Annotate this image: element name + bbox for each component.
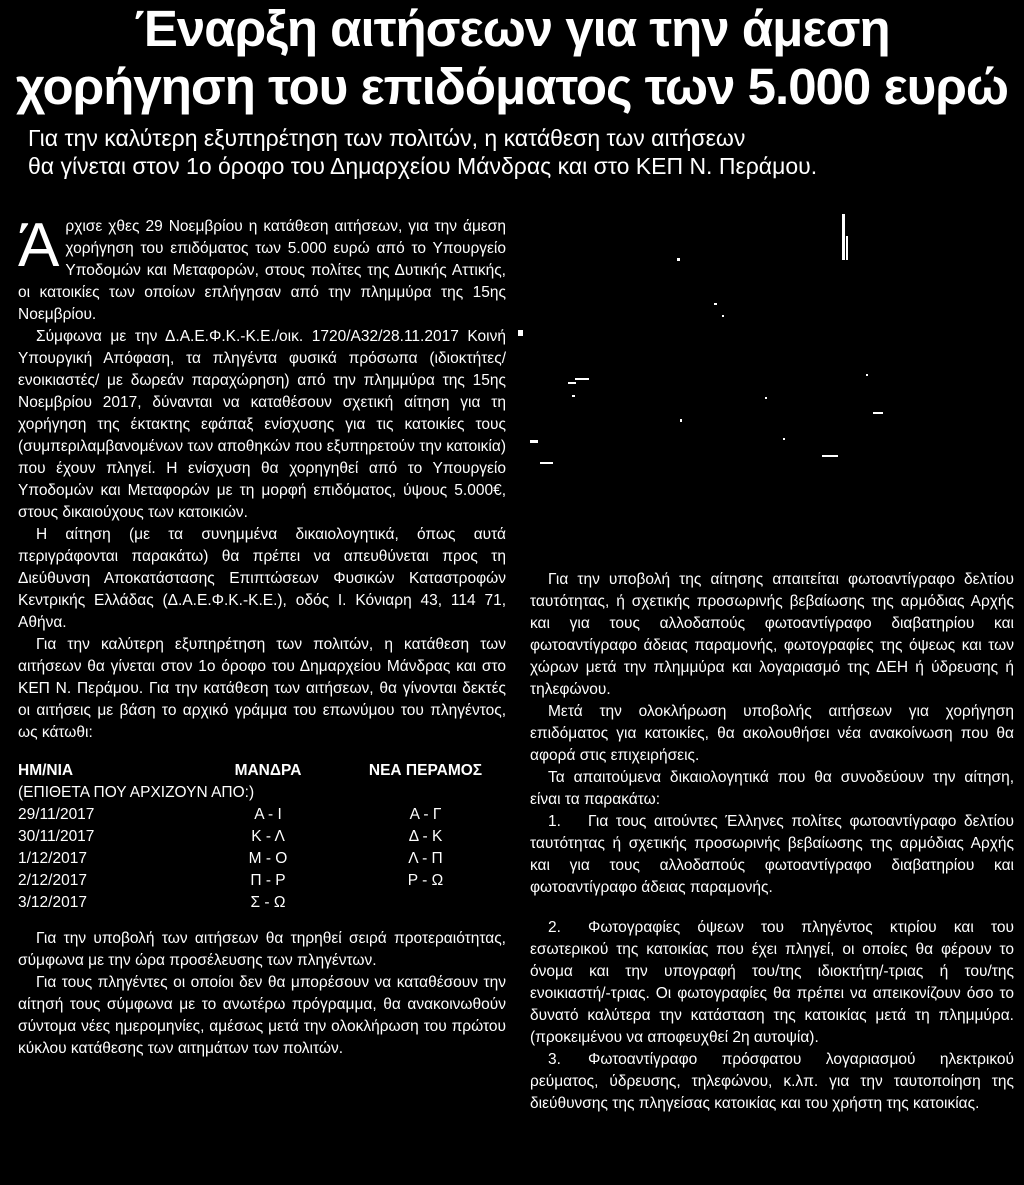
scan-speck [518,330,523,336]
new-dates-paragraph: Για τους πληγέντες οι οποίοι δεν θα μπορέσουν να καταθέσουν την αίτησή τους σύμφωνα με το ανωτέρω πρόγραμμα, θα ανακοινωθούν σύντομα νέες ημερομηνίες, αμέσως μετά την ολοκλήρωση του πρώτου κύκλου κατάθεσης των αιτημάτων των πολιτών. [18,974,506,1057]
list-item [530,1049,1014,1115]
table-row [18,804,506,826]
headline [0,0,1024,116]
subheadline-line-1: Για την καλύτερη εξυπηρέτηση των πολιτών, η κατάθεση των αιτήσεων [28,125,746,151]
scan-speck [822,455,838,457]
scan-speck [722,315,724,317]
schedule-mandra-range: Μ - Ο [248,850,288,867]
scan-speck [873,412,883,414]
schedule-peramos-range: Δ - Κ [408,828,443,845]
schedule-table [18,760,506,914]
scan-speck [714,303,717,305]
list-item [530,917,1014,1049]
schedule-date: 30/11/2017 [18,828,95,845]
list-item-text: Για τους αιτούντες Έλληνες πολίτες φωτοαντίγραφο δελτίου ταυτότητας ή σχετικής προσωρινής βεβαίωσης της αρμόδιας Αρχής και για τους αλλοδαπούς φωτοαντίγραφο διαβατηρίου και φωτοαντίγραφο άδειας παραμονής. [530,813,1014,896]
address-paragraph: Η αίτηση (με τα συνημμένα δικαιολογητικά, όπως αυτά περιγράφονται παρακάτω) θα πρέπει να απευθύνεται προς τη Διεύθυνση Αποκατάστασης Επιπτώσεων Φυσικών Καταστροφών Κεντρικής Ελλάδας (Δ.Α.Ε.Φ.Κ.-Κ.Ε.), οδός Ι. Κόνιαρη 43, 114 71, Αθήνα. [18,526,506,631]
decision-paragraph: Σύμφωνα με την Δ.Α.Ε.Φ.Κ.-Κ.Ε./οικ. 1720/Α32/28.11.2017 Κοινή Υπουργική Απόφαση, τα πληγέντα φυσικά πρόσωπα (ιδιοκτήτες/ ενοικιαστές/ με δωρεάν παραχώρηση) από την πλημμύρα της 15ης Νοεμβρίου 2017, δύνανται να καταθέσουν σχετική αίτηση για τη χορήγηση της έκτακτης εφάπαξ ενίσχυσης για τις κατοικίες τους (συμπεριλαμβανομένων των αποθηκών που εξυπηρετούν την κατοικία) που έχουν πληγεί. Η ενίσχυση θα χορηγηθεί από το Υπουργείο Υποδομών και Μεταφορών με τη μορφή επιδόματος, ύψους 5.000€, στους δικαιούχους των κατοικιών. [18,328,506,521]
scan-speck [680,419,682,422]
subheadline [28,124,1008,180]
intro-paragraph [18,211,506,326]
scan-speck [572,395,575,397]
schedule-subheader [18,782,506,804]
schedule-peramos-range: Λ - Π [408,850,443,867]
scan-speck [846,236,848,260]
schedule-date: 29/11/2017 [18,806,95,823]
schedule-mandra-range: Α - Ι [254,806,282,823]
scan-speck [568,382,576,384]
schedule-date: 3/12/2017 [18,894,87,911]
schedule-peramos-range: Ρ - Ω [407,872,444,889]
left-column [18,211,506,1060]
schedule-date: 2/12/2017 [18,872,87,889]
priority-paragraph: Για την υποβολή των αιτήσεων θα τηρηθεί σειρά προτεραιότητας, σύμφωνα με την ώρα προσέλευσης των πληγέντων. [18,930,506,969]
scan-speck [540,462,553,464]
schedule-intro-paragraph: Για την καλύτερη εξυπηρέτηση των πολιτών, η κατάθεση των αιτήσεων θα γίνεται στον 1ο όροφο του Δημαρχείου Μάνδρας και στο ΚΕΠ Ν. Περάμου. Για την κατάθεση των αιτήσεων, θα γίνονται δεκτές οι αιτήσεις με βάση το αρχικό γράμμα του επωνύμου του πληγέντος, ως κάτωθι: [18,636,506,741]
table-row [18,826,506,848]
scan-speck [530,440,538,443]
schedule-header-nea-peramos: ΝΕΑ ΠΕΡΑΜΟΣ [368,762,483,779]
schedule-peramos-range: Α - Γ [409,806,442,823]
schedule-date: 1/12/2017 [18,850,87,867]
schedule-mandra-range: Κ - Λ [251,828,285,845]
schedule-peramos-range [348,892,503,914]
schedule-mandra-range: Σ - Ω [250,894,286,911]
scan-speck [783,438,785,440]
table-row [18,848,506,870]
scan-speck [842,214,845,260]
schedule-header-row [18,760,506,782]
scan-speck [677,258,680,261]
scan-speck [866,374,868,376]
list-item-text: Φωτοαντίγραφο πρόσφατου λογαριασμού ηλεκτρικού ρεύματος, ύδρευσης, τηλεφώνου, κ.λπ. για την ταυτοποίηση της διεύθυνσης της πληγείσας κατοικίας και του χρήστη της κατοικίας. [530,1051,1014,1112]
businesses-paragraph: Μετά την ολοκλήρωση υποβολής αιτήσεων για χορήγηση επιδόματος για κατοικίες, θα ακολουθήσει νέα ανακοίνωση που θα αφορά στις επιχειρήσεις. [530,703,1014,764]
headline-line-1: Έναρξη αιτήσεων για την άμεση [134,0,890,57]
drop-cap: Ά [18,211,60,280]
schedule-header-mandra: ΜΑΝΔΡΑ [234,762,302,779]
schedule-header-date: ΗΜ/ΝΙΑ [18,762,74,779]
table-row [18,892,506,914]
schedule-mandra-range: Π - Ρ [250,872,286,889]
subheadline-line-2: θα γίνεται στον 1ο όροφο του Δημαρχείου Μάνδρας και στο ΚΕΠ Ν. Περάμου. [28,153,818,179]
headline-line-2: χορήγηση του επιδόματος των 5.000 ευρώ [16,58,1008,115]
scan-speck [575,378,589,380]
list-item-text: Φωτογραφίες όψεων του πληγέντος κτιρίου και του εσωτερικού της κατοικίας που έχει πληγεί, οι οποίες θα φέρουν το όνομα και την υπογραφή του/της ιδιοκτήτη/-τριας ή του/της ενοικιαστή/-τριας. Οι φωτογραφίες θα πρέπει να απεικονίζουν όσο το δυνατό καλύτερα την κατάσταση της κατοικίας μετά τη πλημμύρα. (προκειμένου να αποφευχθεί 2η αυτοψία). [530,919,1014,1046]
list-item-number: 3. [548,1051,561,1068]
list-item [530,811,1014,899]
documents-intro-paragraph: Για την υποβολή της αίτησης απαιτείται φωτοαντίγραφο δελτίου ταυτότητας, ή σχετικής προσωρινής βεβαίωσης της αρμόδιας Αρχής και για τους αλλοδαπούς φωτοαντίγραφο διαβατηρίου και φωτοαντίγραφο άδειας παραμονής, φωτογραφίες της όψεως και των χώρων μετά την πλημμύρα και λογαριασμό της ΔΕΗ ή ύδρευσης ή τηλεφώνου. [530,571,1014,698]
required-documents-paragraph: Τα απαιτούμενα δικαιολογητικά που θα συνοδεύουν την αίτηση, είναι τα παρακάτω: [530,769,1014,808]
list-item-number: 1. [548,813,561,830]
schedule-subheader-text: (ΕΠΙΘΕΤΑ ΠΟΥ ΑΡΧΙΖΟΥΝ ΑΠΟ:) [18,784,255,801]
table-row [18,870,506,892]
right-column [530,569,1014,1115]
intro-text: ρχισε χθες 29 Νοεμβρίου η κατάθεση αιτήσεων, για την άμεση χορήγηση του επιδόματος των 5.000 ευρώ από το Υπουργείο Υποδομών και Μεταφορών, στους πολίτες της Δυτικής Αττικής, οι κατοικίες των οποίων επλήγησαν από την πλημμύρα της 15ης Νοεμβρίου. [18,218,506,323]
list-item-number: 2. [548,919,561,936]
scan-speck [765,397,767,399]
